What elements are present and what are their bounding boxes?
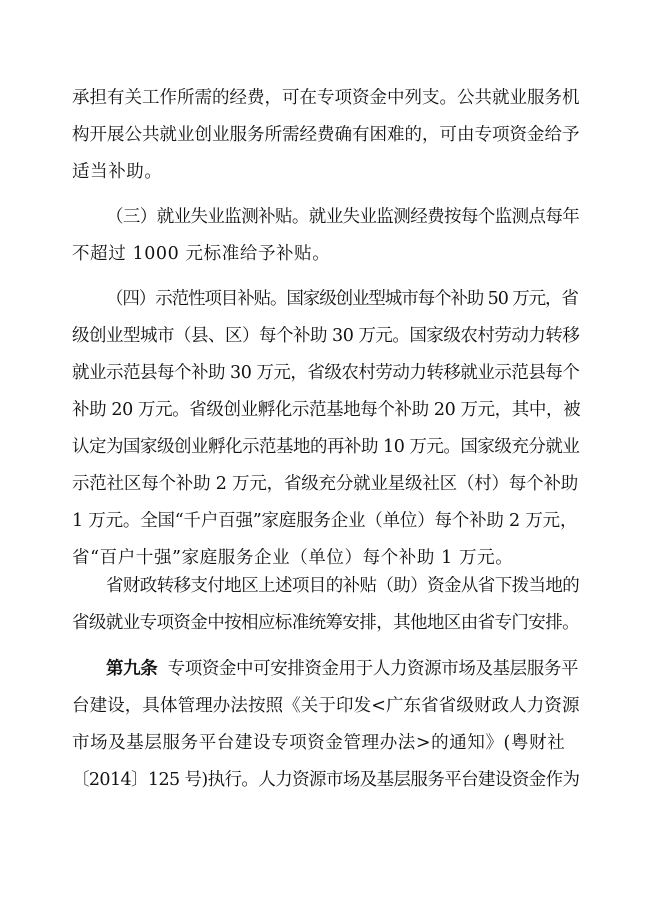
text-line: 示范社区每个补助 2 万元，省级充分就业星级社区（村）每个补助 <box>72 474 579 494</box>
text-line: 省级就业专项资金中按相应标准统筹安排，其他地区由省专门安排。 <box>72 613 579 633</box>
text-line: 就业示范县每个补助 30 万元，省级农村劳动力转移就业示范县每个 <box>72 363 580 383</box>
text-line: 1 万元。全国“千户百强”家庭服务企业（单位）每个补助 2 万元， <box>72 511 578 531</box>
article-text: 专项资金中可安排资金用于人力资源市场及基层服务平 <box>167 659 579 679</box>
paragraph-demonstration-subsidy <box>72 281 580 577</box>
text-line: 市场及基层服务平台建设专项资金管理办法>的通知》(粤财社 <box>72 733 566 753</box>
text-line: 〔2014〕125 号)执行。人力资源市场及基层服务平台建设资金作为 <box>72 770 580 790</box>
text-line: 适当补助。 <box>72 162 163 182</box>
text-line: 认定为国家级创业孵化示范基地的再补助 10 万元。国家级充分就业 <box>72 437 580 457</box>
text-line: （四）示范性项目补贴。国家级创业型城市每个补助 50 万元，省 <box>106 289 578 309</box>
text-line: 补助 20 万元。省级创业孵化示范基地每个补助 20 万元，其中，被 <box>72 400 581 420</box>
text-line: 不超过 1000 元标准给予补贴。 <box>72 244 331 264</box>
text-line: 构开展公共就业创业服务所需经费确有困难的，可由专项资金给予 <box>72 125 580 145</box>
text-line: （三）就业失业监测补贴。就业失业监测经费按每个监测点每年 <box>106 207 580 227</box>
paragraph-article-nine <box>72 651 580 799</box>
paragraph-monitoring-subsidy <box>72 199 580 273</box>
text-line: 台建设，具体管理办法按照《关于印发<广东省省级财政人力资源 <box>72 696 580 716</box>
text-line: 承担有关工作所需的经费，可在专项资金中列支。公共就业服务机 <box>72 88 580 108</box>
paragraph-transfer-payment <box>72 568 580 642</box>
article-label: 第九条 <box>106 659 158 679</box>
paragraph-funding-continuation <box>72 80 580 191</box>
text-line: 级创业型城市（县、区）每个补助 30 万元。国家级农村劳动力转移 <box>72 326 580 346</box>
text-line: 省“百户十强”家庭服务企业（单位）每个补助 1 万元。 <box>72 548 514 568</box>
text-line <box>72 651 580 688</box>
text-line: 省财政转移支付地区上述项目的补贴（助）资金从省下拨当地的 <box>106 576 580 596</box>
